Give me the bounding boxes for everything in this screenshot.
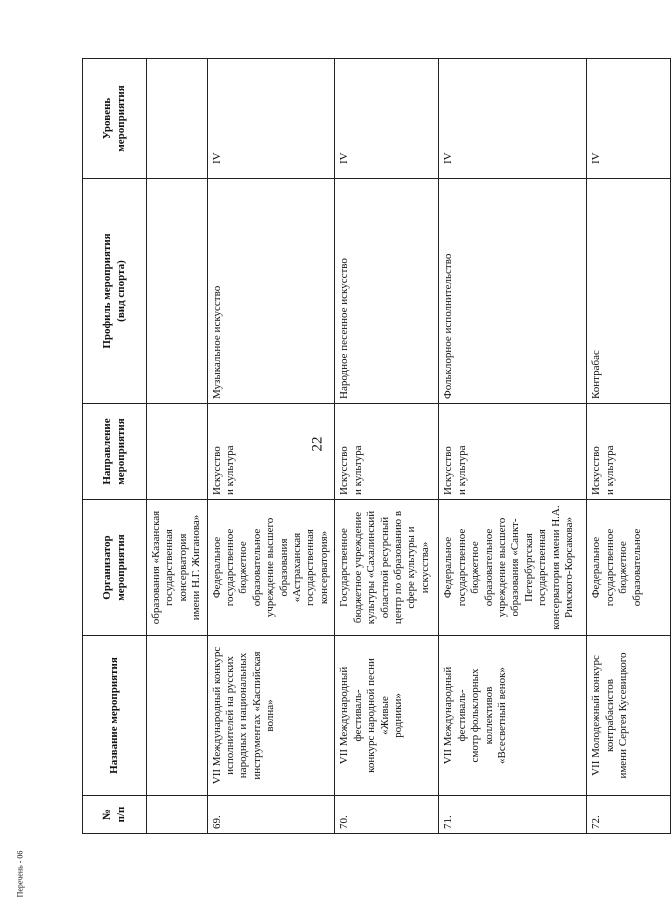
cell-level xyxy=(147,59,208,179)
table-row xyxy=(207,59,335,834)
header-organizer: Организатор мероприятия xyxy=(83,500,147,636)
cell-profile xyxy=(147,179,208,404)
cell-name: VII Молодежный конкурс контрабасистов имени Сергея Кусевицкого xyxy=(587,636,671,796)
cell-num: 71. xyxy=(439,796,587,834)
header-direction: Направление мероприятия xyxy=(83,404,147,500)
cell-profile: Музыкальное искусство xyxy=(207,179,335,404)
cell-num: 70. xyxy=(335,796,439,834)
page-number: 22 xyxy=(309,436,326,452)
cell-name: VII Международный фестиваль- конкурс народной песни «Живые родники» xyxy=(335,636,439,796)
header-level: Уровень мероприятия xyxy=(83,59,147,179)
cell-direction: Искусство и культура xyxy=(587,404,671,500)
cell-name: VII Международный конкурс исполнителей на русских народных и национальных инструментах «Каспийская волна» xyxy=(207,636,335,796)
cell-organizer: Федеральное государственное бюджетное образовательное учреждение высшего образования «Астраханская государственная консерватория» xyxy=(207,500,335,636)
cell-name: VII Международный фестиваль- смотр фольклорных коллективов «Всесветный венок» xyxy=(439,636,587,796)
table-row xyxy=(335,59,439,834)
cell-num xyxy=(147,796,208,834)
table-row xyxy=(587,59,671,834)
cell-name xyxy=(147,636,208,796)
events-table xyxy=(82,58,671,834)
cell-direction: Искусство и культура xyxy=(335,404,439,500)
header-profile: Профиль мероприятия (вид спорта) xyxy=(83,179,147,404)
cell-num: 69. xyxy=(207,796,335,834)
cell-num: 72. xyxy=(587,796,671,834)
header-row xyxy=(83,59,147,834)
cell-organizer: образования «Казанская государственная консерватория имени Н.Г. Жиганова» xyxy=(147,500,208,636)
cell-organizer: Федеральное государственное бюджетное образовательное учреждение высшего образования «Санкт- Петербургская государственная консерватория имени Н.А. Римского-Корсакова» xyxy=(439,500,587,636)
cell-profile: Контрабас xyxy=(587,179,671,404)
footer-note: Перечень - 06 xyxy=(15,850,25,898)
table-row xyxy=(439,59,587,834)
header-num: № п/п xyxy=(83,796,147,834)
cell-level: IV xyxy=(207,59,335,179)
cell-direction: Искусство и культура xyxy=(207,404,335,500)
cell-level: IV xyxy=(439,59,587,179)
cell-level: IV xyxy=(587,59,671,179)
table-row-continuation xyxy=(147,59,208,834)
cell-organizer: Федеральное государственное бюджетное образовательное xyxy=(587,500,671,636)
events-table-wrapper xyxy=(82,59,643,834)
cell-direction: Искусство и культура xyxy=(439,404,587,500)
cell-profile: Фольклорное исполнительство xyxy=(439,179,587,404)
header-name: Название мероприятия xyxy=(83,636,147,796)
cell-organizer: Государственное бюджетное учреждение культуры «Сахалинский областной ресурсный центр по образованию в сфере культуры и искусства» xyxy=(335,500,439,636)
cell-level: IV xyxy=(335,59,439,179)
cell-profile: Народное песенное искусство xyxy=(335,179,439,404)
cell-direction xyxy=(147,404,208,500)
